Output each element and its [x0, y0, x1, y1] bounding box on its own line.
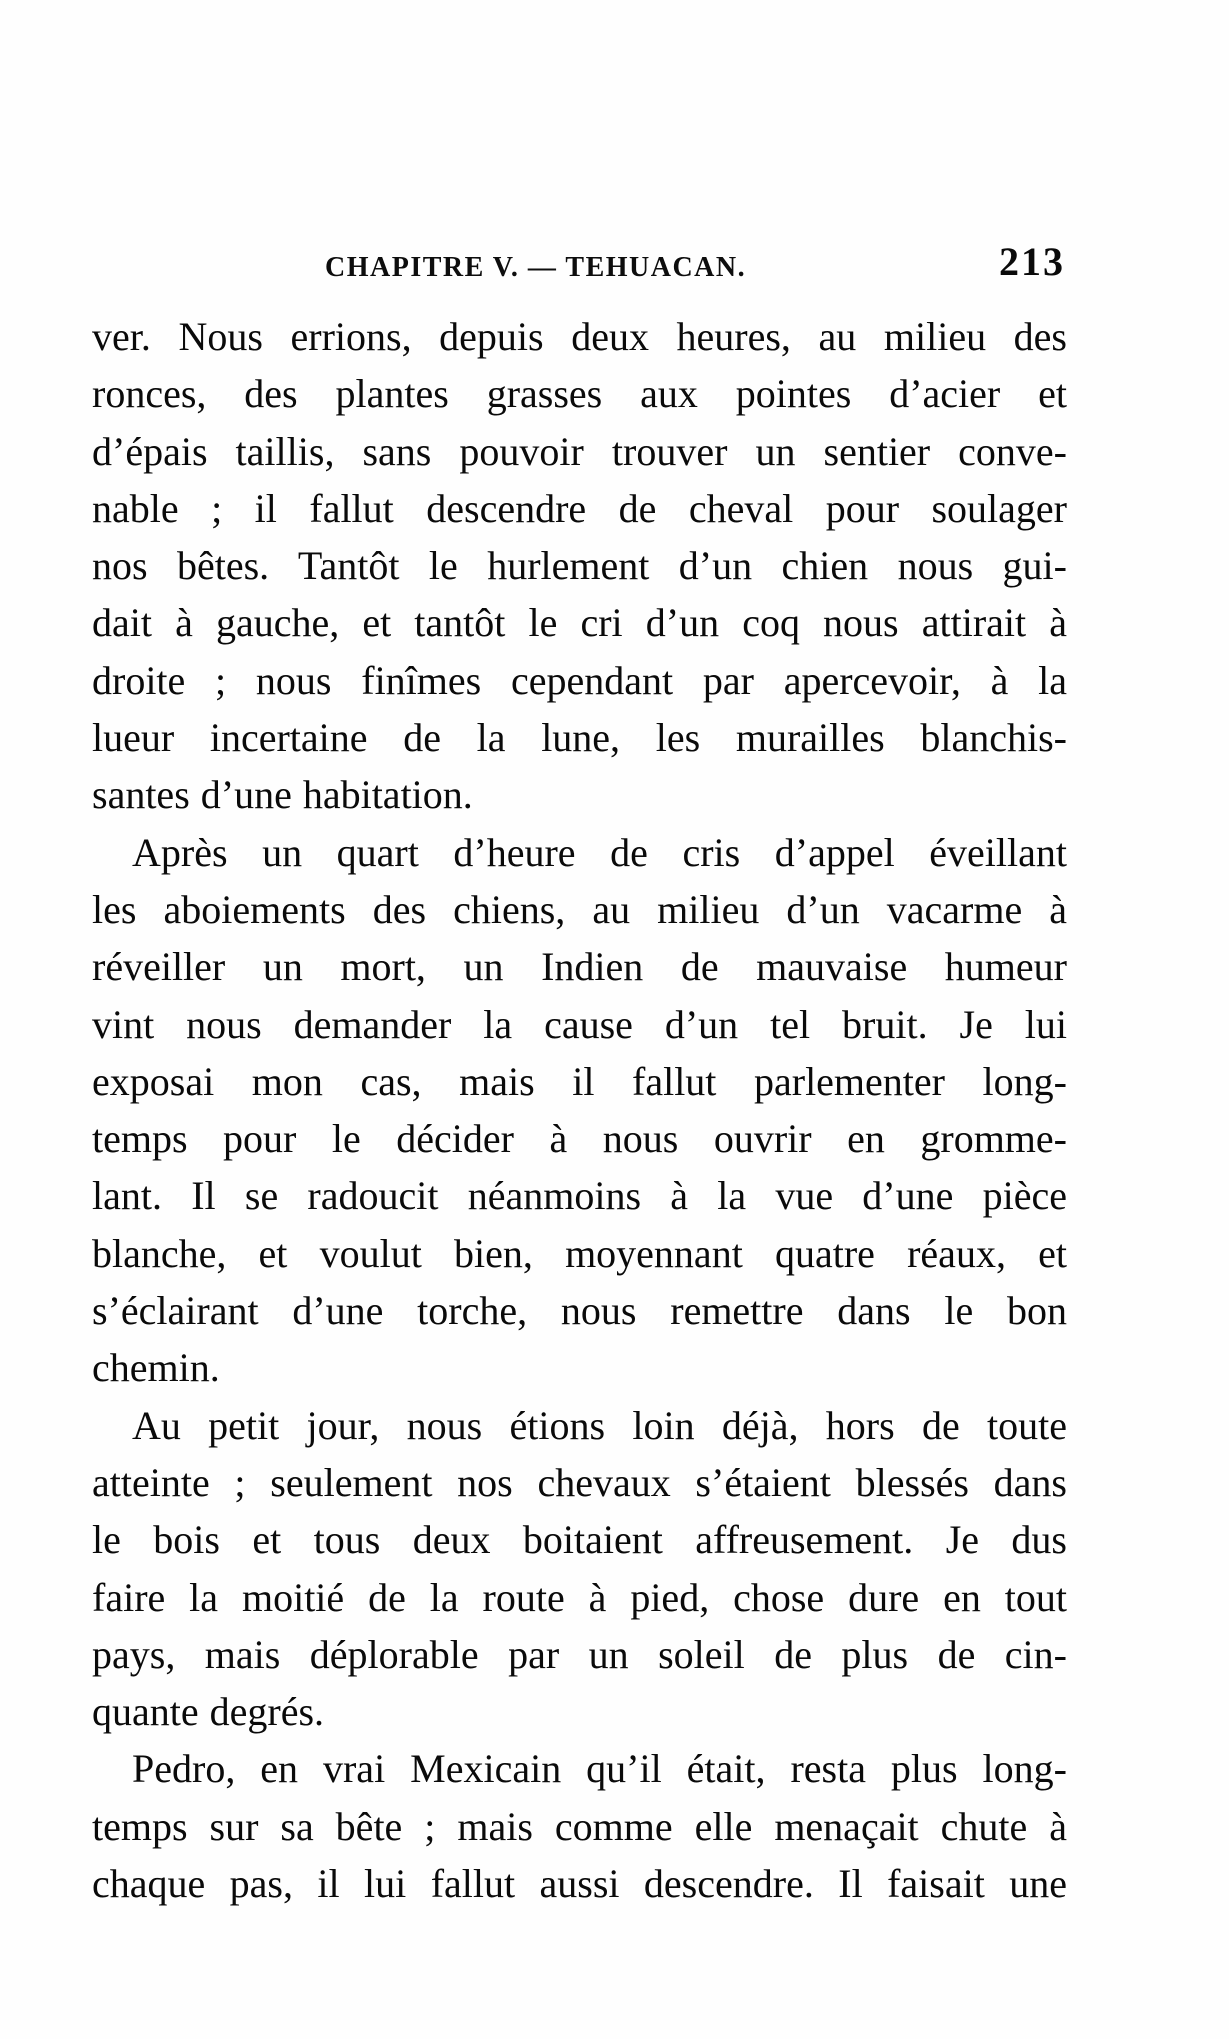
text-line: lueur incertaine de la lune, les murailles blanchis-: [92, 715, 1067, 761]
text-line: s’éclairant d’une torche, nous remettre dans le bon: [92, 1288, 1067, 1334]
text-line: ronces, des plantes grasses aux pointes d’acier et: [92, 371, 1067, 417]
text-line: pays, mais déplorable par un soleil de plus de cin-: [92, 1631, 1067, 1677]
running-title: CHAPITRE V. — TEHUACAN.: [325, 252, 747, 283]
text-line: chemin.: [92, 1345, 220, 1391]
text-line: santes d’une habitation.: [92, 772, 473, 818]
text-line: nos bêtes. Tantôt le hurlement d’un chien nous gui-: [92, 543, 1067, 589]
page-body: [92, 308, 1067, 1912]
text-line: le bois et tous deux boitaient affreusement. Je dus: [92, 1517, 1067, 1563]
text-line: chaque pas, il lui fallut aussi descendre. Il faisait une: [92, 1861, 1067, 1907]
text-line: lant. Il se radoucit néanmoins à la vue d’une pièce: [92, 1173, 1067, 1219]
text-line: vint nous demander la cause d’un tel bruit. Je lui: [92, 1001, 1067, 1047]
text-line: faire la moitié de la route à pied, chose dure en tout: [92, 1574, 1067, 1620]
text-line: les aboiements des chiens, au milieu d’un vacarme à: [92, 886, 1067, 932]
text-line: dait à gauche, et tantôt le cri d’un coq nous attirait à: [92, 600, 1067, 646]
text-line: d’épais taillis, sans pouvoir trouver un sentier conve-: [92, 428, 1067, 474]
text-line: nable ; il fallut descendre de cheval pour soulager: [92, 485, 1067, 531]
text-line: ver. Nous errions, depuis deux heures, au milieu des: [92, 314, 1067, 359]
text-line: droite ; nous finîmes cependant par apercevoir, à la: [92, 657, 1067, 703]
text-line: temps sur sa bête ; mais comme elle menaçait chute à: [92, 1803, 1067, 1849]
text-line: exposai mon cas, mais il fallut parlementer long-: [92, 1058, 1067, 1104]
text-line: réveiller un mort, un Indien de mauvaise humeur: [92, 944, 1067, 990]
text-line: temps pour le décider à nous ouvrir en gromme-: [92, 1116, 1067, 1162]
text-line: Après un quart d’heure de cris d’appel éveillant: [132, 829, 1067, 875]
text-line: Au petit jour, nous étions loin déjà, hors de toute: [132, 1402, 1067, 1448]
text-line: blanche, et voulut bien, moyennant quatre réaux, et: [92, 1230, 1067, 1276]
text-line: Pedro, en vrai Mexicain qu’il était, resta plus long-: [132, 1746, 1067, 1792]
page-number: 213: [999, 239, 1065, 284]
text-line: atteinte ; seulement nos chevaux s’étaient blessés dans: [92, 1459, 1067, 1505]
text-line: quante degrés.: [92, 1689, 325, 1735]
